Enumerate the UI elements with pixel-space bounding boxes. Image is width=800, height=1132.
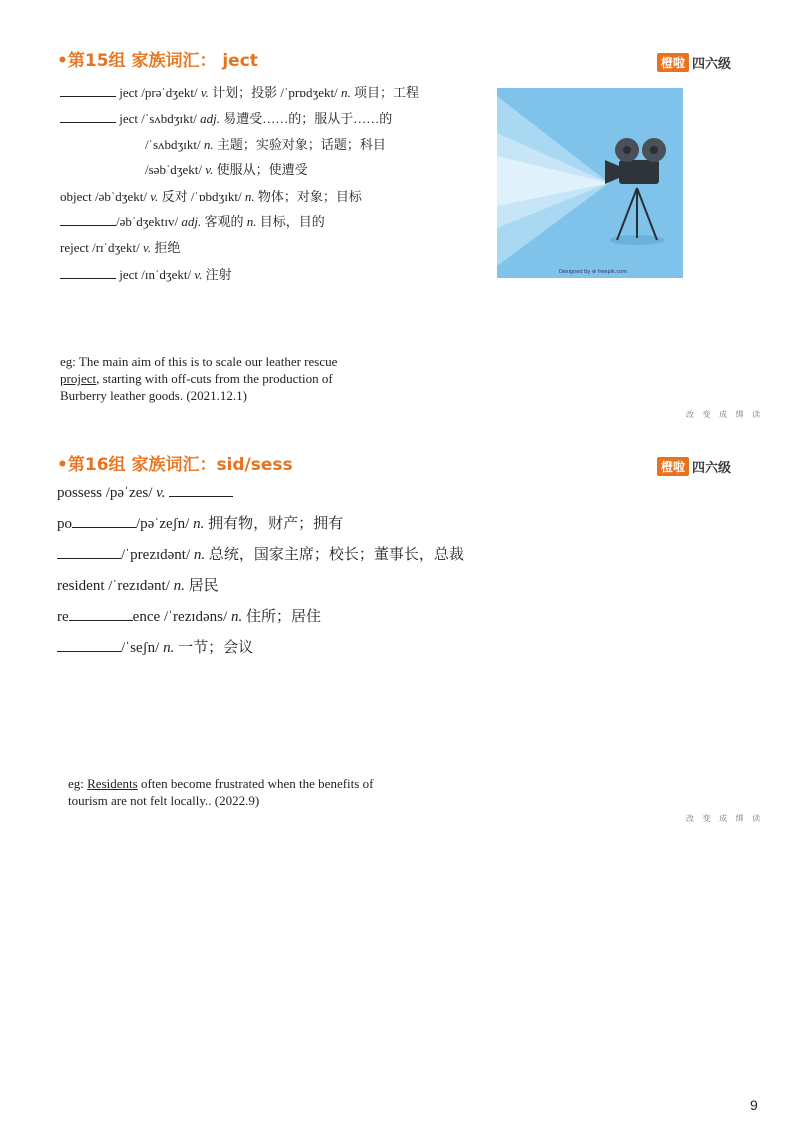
g15-footnote: 改 变 成 绑 读	[686, 410, 764, 419]
brand-logo	[657, 457, 731, 476]
part-of-speech: n.	[193, 547, 206, 563]
meaning: 注射	[202, 267, 232, 282]
answer-blank	[69, 619, 133, 621]
example-text: , starting with off-cuts from the production of	[96, 371, 333, 386]
part-of-speech: v.	[156, 485, 166, 501]
brand-logo	[657, 53, 731, 72]
g16-line-3	[57, 548, 464, 563]
word-prefix: po	[57, 516, 72, 532]
g16-line-2	[57, 517, 343, 532]
word-phonetic: resident /ˈrezɪdənt/	[57, 578, 174, 594]
g15-line-1	[60, 86, 419, 99]
word-phonetic: reject /rɪˈdʒekt/	[60, 240, 144, 255]
answer-blank	[57, 650, 121, 652]
answer-blank	[60, 224, 116, 226]
meaning: 一节；会议	[174, 640, 254, 656]
phonetic: /ˈseʃn/	[121, 640, 164, 656]
phonetic: /pəˈzeʃn/	[136, 516, 194, 532]
part-of-speech: n.	[340, 85, 351, 100]
word-phonetic: object /əbˈdʒekt/	[60, 189, 151, 204]
part-of-speech: n.	[173, 578, 185, 594]
example-line: tourism are not felt locally.. (2022.9)	[68, 793, 260, 808]
page-number: 9	[750, 1097, 758, 1113]
phonetic: ject /ˈsʌbdʒɪkt/	[116, 111, 201, 126]
part-of-speech: v.	[200, 85, 209, 100]
group15-heading: •第15组 家族词汇： ject	[57, 51, 258, 71]
meaning: 总统，国家主席；校长；董事长，总裁	[205, 547, 464, 563]
g15-line-4	[145, 163, 308, 176]
part-of-speech: v.	[194, 267, 203, 282]
g15-line-3	[145, 138, 386, 151]
part-of-speech: n.	[246, 214, 257, 229]
example-line	[60, 370, 337, 387]
meaning: 使服从；使遭受	[213, 162, 308, 177]
example-line: eg: The main aim of this is to scale our leather rescue	[60, 354, 338, 369]
g15-line-5	[60, 190, 362, 203]
part-of-speech: v.	[150, 189, 159, 204]
meaning: 计划；投影 /ˈprɒdʒekt/	[208, 85, 341, 100]
brand-text: 四六级	[692, 57, 732, 72]
g16-line-1	[57, 486, 233, 501]
word-phonetic: possess /pəˈzes/	[57, 485, 157, 501]
meaning: 项目；工程	[350, 85, 419, 100]
underlined-word: project	[60, 371, 97, 386]
brand-box: 橙啦	[657, 457, 689, 476]
answer-blank	[60, 121, 116, 123]
g16-line-5	[57, 610, 321, 625]
part-of-speech: n.	[193, 516, 205, 532]
part-of-speech: v.	[143, 240, 152, 255]
g15-line-6	[60, 215, 325, 228]
phonetic: /əbˈdʒektɪv/	[116, 214, 182, 229]
g15-line-7	[60, 241, 180, 254]
phonetic: ence /ˈrezɪdəns/	[132, 609, 231, 625]
answer-blank	[60, 95, 116, 97]
answer-blank	[72, 526, 136, 528]
meaning: 反对 /ˈɒbdʒɪkt/	[158, 189, 245, 204]
word-prefix: re	[57, 609, 69, 625]
brand-box: 橙啦	[657, 53, 689, 72]
g16-line-4	[57, 579, 219, 594]
underlined-word: Residents	[87, 776, 138, 791]
image-credit: Designed by ⊕ freepik.com	[559, 269, 628, 275]
answer-blank	[57, 557, 121, 559]
group16-heading: •第16组 家族词汇：sid/sess	[57, 455, 293, 475]
g15-line-8	[60, 268, 232, 281]
g15-line-2	[60, 112, 392, 125]
part-of-speech: adj.	[181, 214, 202, 229]
meaning: 物体；对象；目标	[254, 189, 362, 204]
meaning: 拒绝	[151, 240, 181, 255]
part-of-speech: adj.	[200, 111, 220, 126]
meaning: 目标，目的	[256, 214, 325, 229]
example-prefix: eg:	[68, 776, 88, 791]
meaning: 易遭受……的；服从于……的	[220, 111, 393, 126]
meaning: 拥有物，财产；拥有	[204, 516, 344, 532]
projector-illustration	[497, 88, 683, 278]
answer-blank	[169, 495, 233, 497]
part-of-speech: n.	[230, 609, 243, 625]
phonetic: /ˈprezɪdənt/	[121, 547, 194, 563]
phonetic: ject /ɪnˈdʒekt/	[116, 267, 195, 282]
g16-example	[68, 775, 373, 809]
example-text: often become frustrated when the benefits of	[137, 776, 374, 791]
meaning: 住所；居住	[242, 609, 321, 625]
g16-footnote: 改 变 成 绑 读	[686, 814, 764, 823]
part-of-speech: n.	[203, 137, 214, 152]
meaning: 主题；实验对象；话题；科目	[213, 137, 386, 152]
example-line: Burberry leather goods. (2021.12.1)	[60, 388, 248, 403]
meaning: 居民	[184, 578, 219, 594]
meaning: 客观的	[201, 214, 247, 229]
phonetic: /səbˈdʒekt/	[145, 162, 206, 177]
phonetic: /ˈsʌbdʒɪkt/	[145, 137, 204, 152]
part-of-speech: v.	[205, 162, 214, 177]
phonetic: ject /prəˈdʒekt/	[116, 85, 201, 100]
g16-line-6	[57, 641, 253, 656]
part-of-speech: n.	[244, 189, 255, 204]
example-line	[68, 775, 373, 792]
answer-blank	[60, 277, 116, 279]
part-of-speech: n.	[163, 640, 175, 656]
projector-icon	[497, 88, 683, 278]
g15-example	[60, 353, 337, 404]
brand-text: 四六级	[692, 461, 732, 476]
